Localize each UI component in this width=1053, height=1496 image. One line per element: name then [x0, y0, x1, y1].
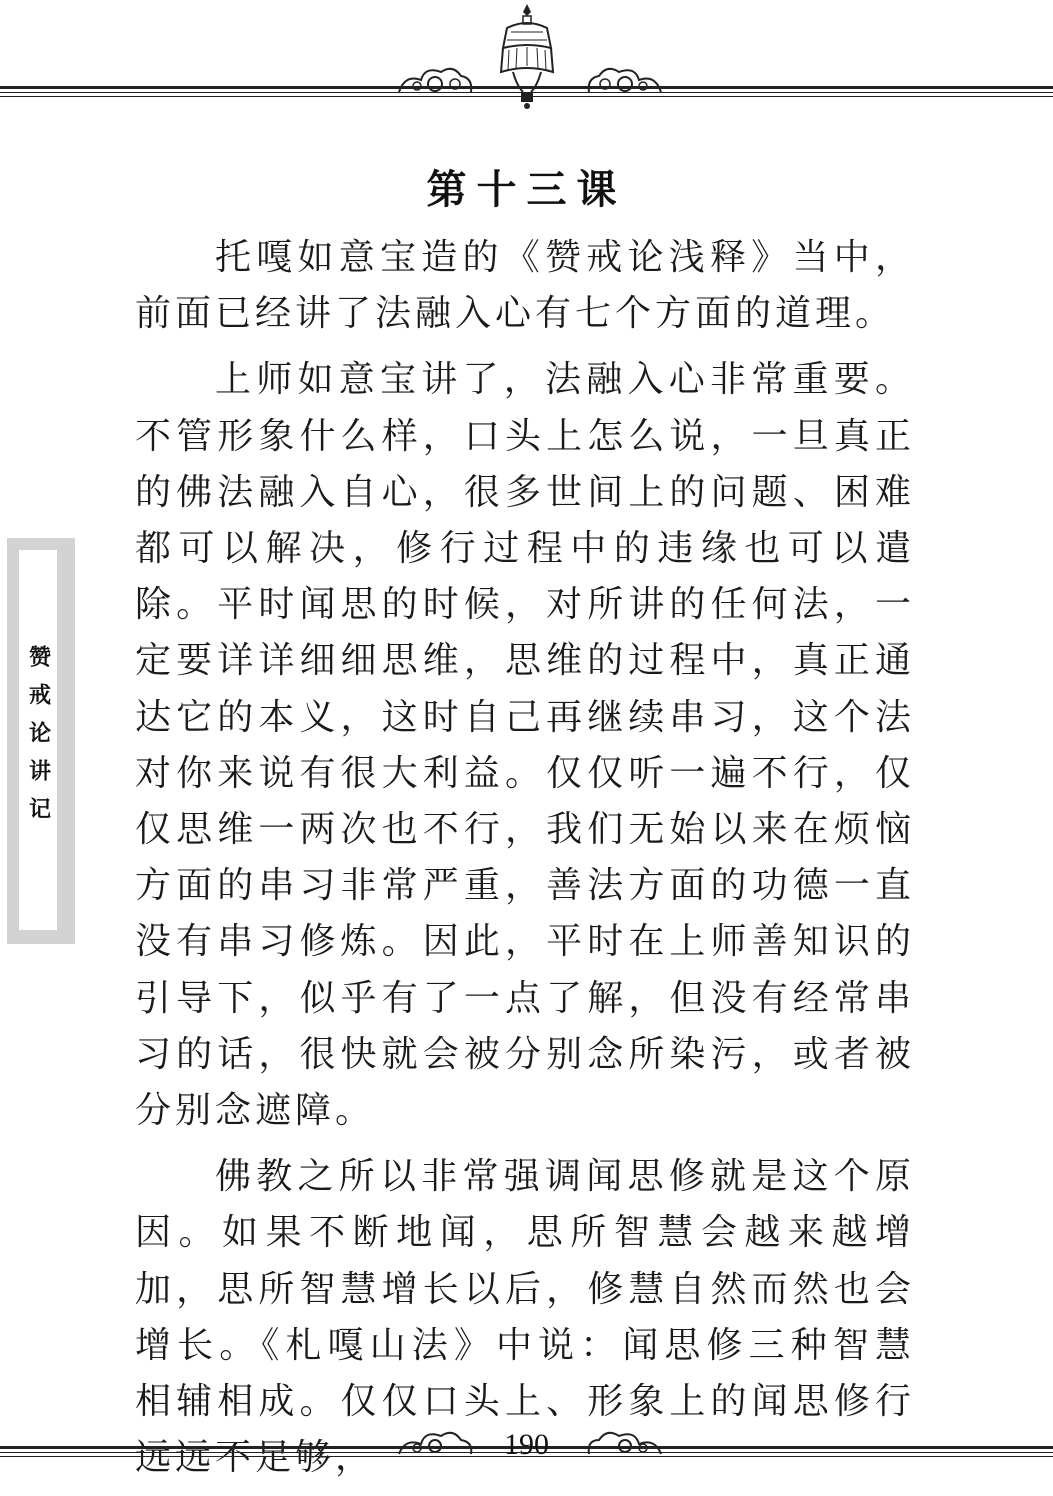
page-number: 190 [504, 1428, 549, 1461]
paragraph: 托嘎如意宝造的《赞戒论浅释》当中，前面已经讲了法融入心有七个方面的道理。 [135, 237, 915, 335]
page-title: 第十三课 [426, 167, 627, 213]
cloud-ornament-icon [395, 62, 475, 98]
umbrella-ornament-icon [493, 2, 561, 110]
paragraph: 佛教之所以非常强调闻思修就是这个原因。如果不断地闻，思所智慧会越来越增加，思所智慧增长以后，修慧自然而然也会增长。《札嘎山法》中说：闻思修三种智慧相辅相成。仅仅口头上、形象上的闻思修行远远不足够， [135, 1156, 915, 1479]
cloud-ornament-icon [585, 62, 665, 98]
body-text [135, 230, 915, 1496]
paragraph: 上师如意宝讲了，法融入心非常重要。不管形象什么样，口头上怎么说，一旦真正的佛法融入自心，很多世间上的问题、困难都可以解决，修行过程中的违缘也可以遣除。平时闻思的时候，对所讲的任何法，一定要详详细细思维，思维的过程中，真正通达它的本义，这时自己再继续串习，这个法对你来说有很大利益。仅仅听一遍不行，仅仅思维一两次也不行，我们无始以来在烦恼方面的串习非常严重，善法方面的功德一直没有串习修炼。因此，平时在上师善知识的引导下，似乎有了一点了解，但没有经常串习的话，很快就会被分别念所染污，或者被分别念遮障。 [135, 359, 915, 1132]
side-tab-label: 赞戒论讲记 [25, 645, 51, 835]
side-tab [7, 538, 75, 944]
